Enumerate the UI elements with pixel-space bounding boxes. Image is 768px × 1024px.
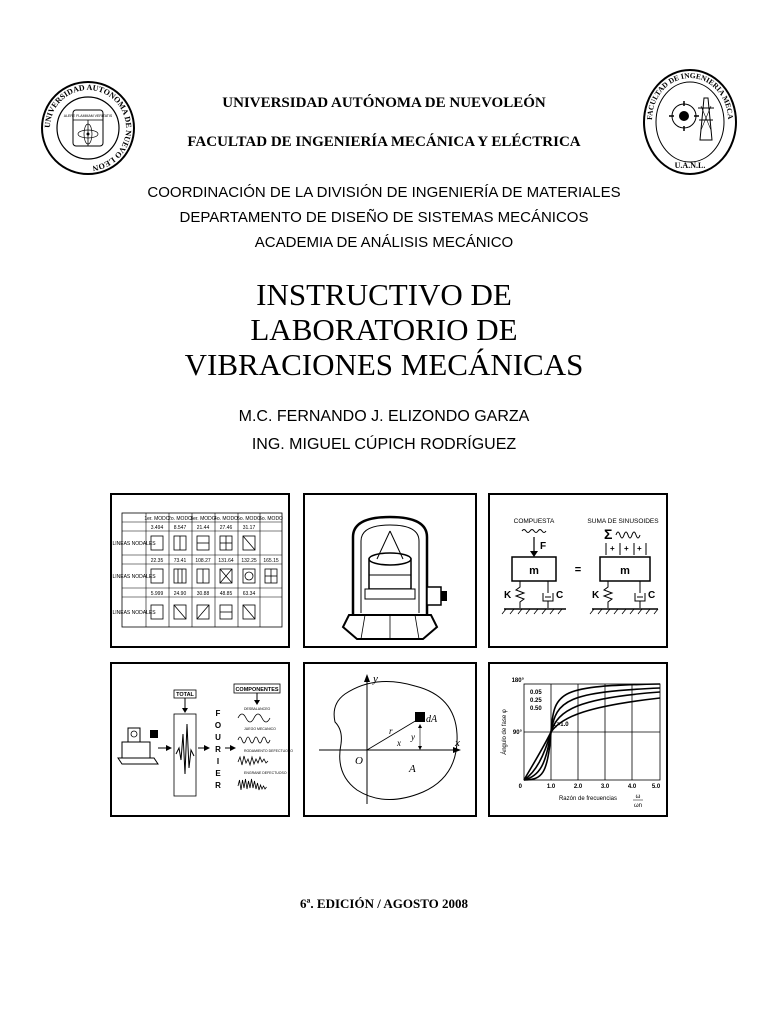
- svg-text:+: +: [610, 544, 615, 553]
- fourier-letter-u: U: [215, 733, 221, 742]
- svg-text:+: +: [624, 544, 629, 553]
- department-line-3: ACADEMIA DE ANÁLISIS MECÁNICO: [254, 234, 514, 251]
- component-unbalance: DESBALANCEO: [244, 707, 271, 711]
- damping-005: 0.05: [530, 690, 542, 696]
- mode-value: 8.547: [173, 525, 187, 531]
- force-label: F: [540, 541, 547, 552]
- accelerometer-sensor-icon: [303, 493, 477, 648]
- department-line-2: DEPARTAMENTO DE DISEÑO DE SISTEMAS MECÁNICOS: [179, 209, 589, 226]
- x-tick-1: 1.0: [546, 784, 556, 790]
- title-line-3: VIBRACIONES MECÁNICAS: [184, 347, 584, 382]
- x-distance-label: x: [397, 738, 401, 748]
- fourier-letter-o: O: [214, 721, 222, 730]
- y-axis-title: Ángulo de fase φ: [502, 709, 508, 755]
- component-looseness: JUEGO MECANICO: [244, 727, 276, 731]
- mode-value: 132.25: [241, 558, 257, 564]
- faculty-name: FACULTAD DE INGENIERÍA MECÁNICA Y ELÉCTRICA: [187, 134, 581, 150]
- vibration-modes-table-icon: [110, 493, 290, 648]
- fime-seal-icon: [642, 68, 738, 176]
- mode-header-5: 5o. MODO: [237, 516, 261, 522]
- composite-label: COMPUESTA: [513, 518, 555, 525]
- mode-value: 30.88: [196, 591, 210, 597]
- author-1: M.C. FERNANDO J. ELIZONDO GARZA: [238, 408, 530, 425]
- ratio-numerator: ω: [635, 794, 641, 800]
- area-label: A: [409, 763, 416, 775]
- mass-label-right: m: [620, 565, 630, 577]
- radius-label: r: [389, 726, 393, 736]
- y-axis-label: y: [373, 673, 378, 685]
- origin-label: O: [355, 755, 363, 767]
- x-axis-title: Razón de frecuencias: [558, 796, 618, 802]
- mode-value: 27.46: [219, 525, 233, 531]
- edition-line: 6ª. EDICIÓN / AGOSTO 2008: [300, 896, 468, 911]
- title-line-1: INSTRUCTIVO DE: [256, 277, 512, 312]
- mode-value: 73.41: [173, 558, 187, 564]
- mode-value: 31.17: [242, 525, 256, 531]
- component-bearing: RODAMIENTO DEFECTUOSO: [244, 749, 293, 753]
- department-line-1: COORDINACIÓN DE LA DIVISIÓN DE INGENIERÍA DE MATERIALES: [147, 184, 621, 201]
- x-tick-2: 2.0: [573, 784, 583, 790]
- mass-spring-system-icon: [488, 493, 668, 648]
- component-gear: ENGRANE DEFECTUOSO: [244, 771, 287, 775]
- ratio-denominator: ωn: [633, 803, 643, 809]
- damping-100: ζ=1.0: [554, 722, 569, 728]
- x-axis-label: x: [455, 737, 460, 749]
- title-line-2: LABORATORIO DE: [250, 312, 518, 347]
- mode-value: 165.15: [263, 558, 279, 564]
- document-title: [0, 277, 768, 382]
- mode-header-4: 4o. MODO: [214, 516, 238, 522]
- mode-value: 24.90: [173, 591, 187, 597]
- damper-label-right: C: [648, 590, 656, 601]
- nodal-lines-label: LINEAS NODALES: [112, 610, 156, 616]
- mode-value: 48.85: [219, 591, 233, 597]
- damping-025: 0.25: [530, 698, 542, 704]
- spring-label-right: K: [592, 590, 600, 601]
- fourier-letter-r2: R: [215, 781, 221, 790]
- left-seal-inner-text: ALERE FLAMMAM VERITATIS: [63, 114, 113, 118]
- mass-label: m: [529, 565, 539, 577]
- mode-value: 63.34: [242, 591, 256, 597]
- y-tick-90: 90°: [512, 730, 522, 736]
- fourier-letter-i: I: [216, 757, 220, 766]
- mode-value: 22.35: [150, 558, 164, 564]
- equals-sign: =: [574, 564, 582, 576]
- y-tick-0: 0: [518, 784, 522, 790]
- components-label: COMPONENTES: [235, 687, 279, 693]
- mode-header-2: 2o. MODO: [168, 516, 192, 522]
- right-seal-bottom-text: U.A.N.L.: [674, 161, 706, 170]
- mode-value: 3.494: [150, 525, 164, 531]
- area-moment-diagram-icon: [303, 662, 477, 817]
- fourier-letter-r: R: [215, 745, 221, 754]
- spring-label: K: [504, 590, 512, 601]
- sinusoid-sum-label: SUMA DE SINUSOIDES: [587, 518, 659, 525]
- fourier-analysis-icon: [110, 662, 293, 817]
- fourier-letter-e: E: [215, 769, 221, 778]
- left-seal-ring-text: UNIVERSIDAD AUTONOMA DE NUEVO LEON: [42, 82, 134, 173]
- university-name: UNIVERSIDAD AUTÓNOMA DE NUEVOLEÓN: [222, 95, 546, 111]
- damper-label: C: [556, 590, 564, 601]
- damping-050: 0.50: [530, 706, 542, 712]
- total-label: TOTAL: [176, 692, 194, 698]
- y-tick-180: 180°: [511, 678, 524, 684]
- x-tick-3: 3.0: [600, 784, 610, 790]
- mode-value: 108.27: [195, 558, 211, 564]
- nodal-lines-label: LINEAS NODALES: [112, 541, 156, 547]
- nodal-lines-label: LINEAS NODALES: [112, 574, 156, 580]
- mode-header-3: 3er. MODO: [190, 516, 216, 522]
- element-label: dA: [426, 714, 438, 725]
- mode-header-1: 1er. MODO: [144, 516, 170, 522]
- right-seal-ring-text: FACULTAD DE INGENIERIA MECA: [644, 70, 736, 121]
- sum-symbol: Σ: [604, 526, 613, 542]
- mode-value: 5.999: [150, 591, 164, 597]
- mode-value: 21.44: [196, 525, 210, 531]
- phase-angle-chart-icon: [488, 662, 668, 817]
- fourier-letter-f: F: [215, 709, 221, 718]
- y-distance-label: y: [411, 732, 415, 742]
- svg-text:+: +: [637, 544, 642, 553]
- x-tick-4: 4.0: [627, 784, 637, 790]
- mode-value: 131.64: [218, 558, 234, 564]
- mode-header-6: 6o. MODO: [259, 516, 283, 522]
- author-2: ING. MIGUEL CÚPICH RODRÍGUEZ: [251, 436, 517, 453]
- x-tick-5: 5.0: [651, 784, 661, 790]
